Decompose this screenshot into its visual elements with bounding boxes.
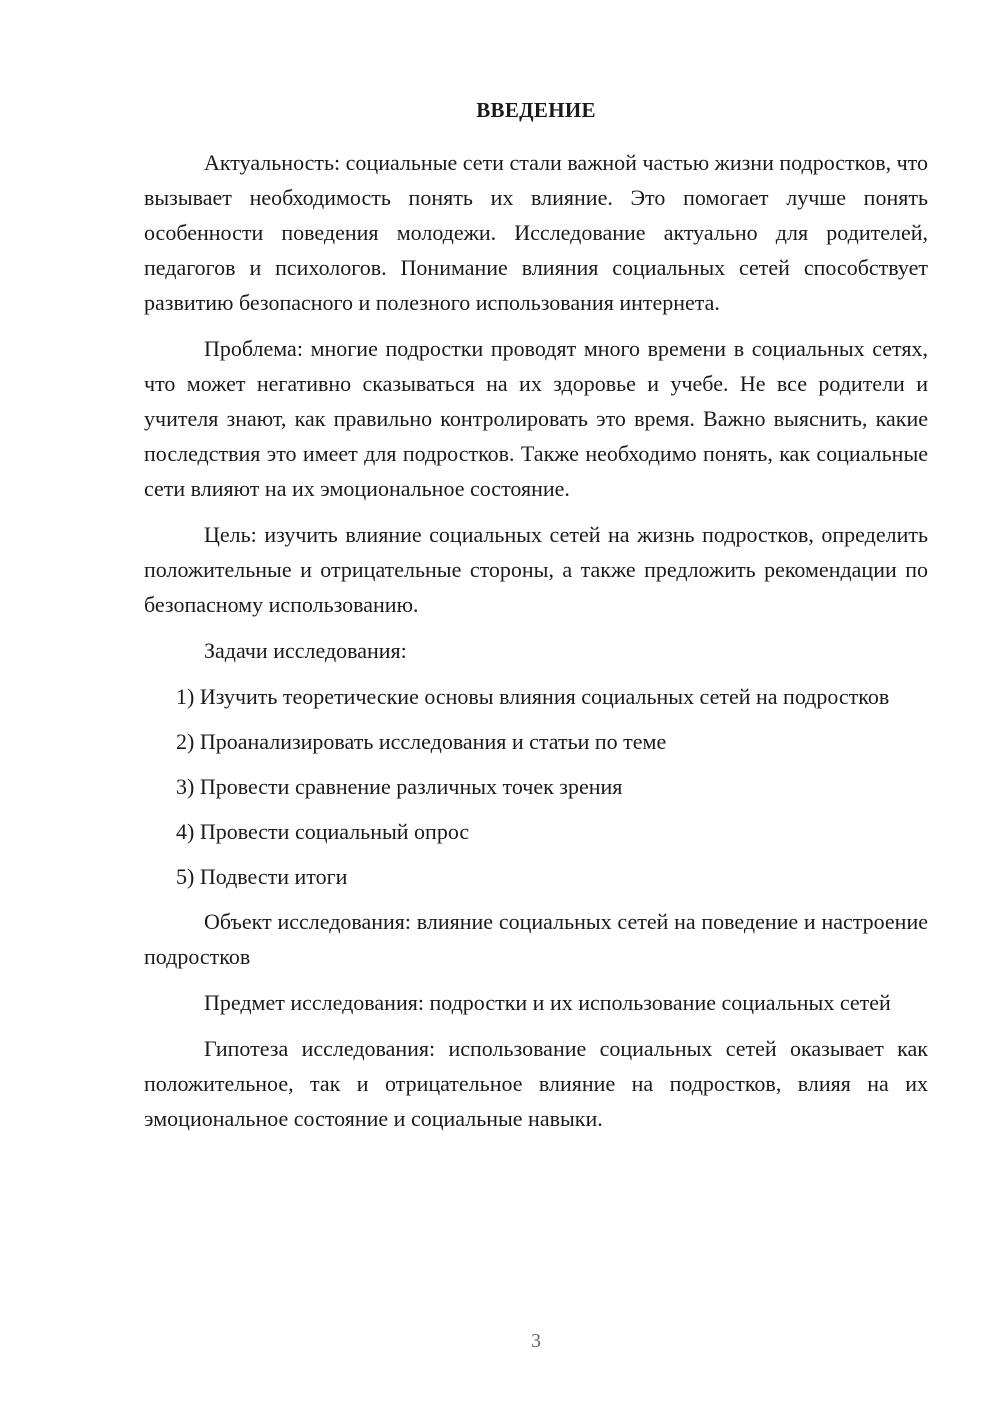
- problem-paragraph: Проблема: многие подростки проводят много времени в социальных сетях, что может негативно сказываться на их здоровье и учебе. Не все родители и учителя знают, как правильно контролировать это время. Важно выяснить, какие последствия это имеет для подростков. Также необходимо понять, как социальные сети влияют на их эмоциональное состояние.: [144, 336, 928, 501]
- task-item: 2) Проанализировать исследования и статьи по теме: [176, 729, 667, 754]
- section-heading: ВВЕДЕНИЕ: [476, 98, 596, 122]
- task-item: 3) Провести сравнение различных точек зрения: [176, 774, 623, 799]
- task-item: 1) Изучить теоретические основы влияния социальных сетей на подростков: [176, 684, 890, 709]
- task-item: 4) Провести социальный опрос: [176, 819, 470, 844]
- subject-paragraph: Предмет исследования: подростки и их использование социальных сетей: [204, 990, 891, 1015]
- relevance-paragraph: Актуальность: социальные сети стали важной частью жизни подростков, что вызывает необходимость понять их влияние. Это помогает лучше понять особенности поведения молодежи. Исследование актуально для родителей, педагогов и психологов. Понимание влияния социальных сетей способствует развитию безопасного и полезного использования интернета.: [144, 150, 928, 315]
- goal-paragraph: Цель: изучить влияние социальных сетей на жизнь подростков, определить положительные и отрицательные стороны, а также предложить рекомендации по безопасному использованию.: [144, 522, 928, 617]
- document-body: [144, 90, 928, 1147]
- page-number: 3: [531, 1330, 541, 1352]
- task-item: 5) Подвести итоги: [176, 864, 348, 889]
- object-paragraph: Объект исследования: влияние социальных сетей на поведение и настроение подростков: [144, 909, 928, 969]
- hypothesis-paragraph: Гипотеза исследования: использование социальных сетей оказывает как положительное, так и отрицательное влияние на подростков, влияя на их эмоциональное состояние и социальные навыки.: [144, 1036, 928, 1131]
- tasks-heading: Задачи исследования:: [204, 638, 407, 663]
